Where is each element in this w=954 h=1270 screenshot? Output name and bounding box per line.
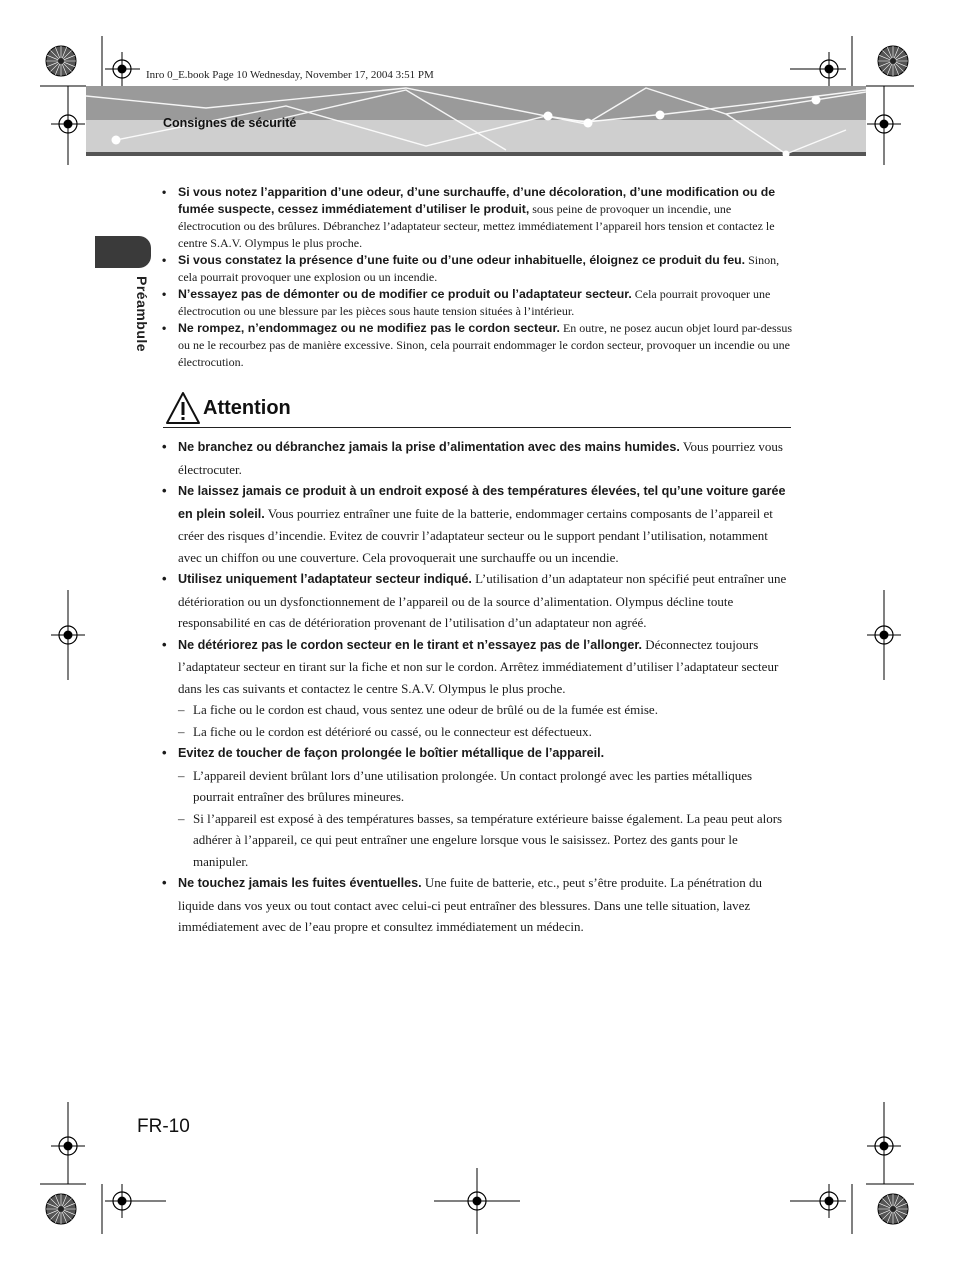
list-item: [160, 252, 792, 286]
side-tab-label: Préambule: [134, 276, 150, 353]
list-item: [160, 286, 792, 320]
header-title: Consignes de sécurité: [163, 116, 297, 130]
item-text: Vous pourriez vous électrocuter.: [178, 439, 783, 477]
warning-triangle-icon: [165, 391, 201, 425]
item-text: Sinon, cela pourrait provoquer une explosion ou un incendie.: [178, 253, 780, 284]
item-bold-text: Ne touchez jamais les fuites éventuelles.: [178, 876, 422, 890]
page-number: FR-10: [137, 1116, 190, 1137]
item-bold-text: Evitez de toucher de façon prolongée le boîtier métallique de l’appareil.: [178, 746, 605, 760]
item-bold-text: N’essayez pas de démonter ou de modifier ce produit ou l’adaptateur secteur.: [178, 287, 632, 301]
item-text: Cela pourrait provoquer une électrocution ou une blessure par les pièces sous haute tension situées à l’intérieur.: [178, 287, 771, 318]
list-item: [160, 742, 792, 872]
item-bold-text: Ne laissez jamais ce produit à un endroit exposé à des températures élevées, tel qu’une voiture garée en plein soleil.: [178, 484, 786, 521]
item-text: Vous pourriez entraîner une fuite de la batterie, endommager certains composants de l’appareil et créer des risques d’incendie. Evitez de couvrir l’adaptateur secteur ou le support pendant l’utilisation, notamment avec un chiffon ou une couverture. Cela provoquerait une surchauffe ou un incendie.: [178, 505, 773, 565]
list-item: [160, 634, 792, 743]
list-item: [160, 872, 792, 938]
list-item: [160, 568, 792, 634]
item-text: En outre, ne posez aucun objet lourd par-dessus ou ne le recourbez pas de manière excessive. Sinon, cela pourrait endommager le cordon secteur, provoquer un incendie ou une électrocution.: [178, 321, 792, 369]
sub-list: [178, 765, 792, 873]
item-bold-text: Ne branchez ou débranchez jamais la prise d’alimentation avec des mains humides.: [178, 440, 680, 454]
list-item: [160, 480, 792, 568]
item-bold-text: Utilisez uniquement l’adaptateur secteur indiqué.: [178, 572, 472, 586]
list-item: [160, 436, 792, 480]
item-text: sous peine de provoquer un incendie, une électrocution ou des brûlures. Débranchez l’adaptateur secteur, mettez immédiatement l’appareil hors tension et contactez le centre S.A.V. Olympus le plus proche.: [178, 202, 775, 250]
item-bold-text: Ne détériorez pas le cordon secteur en le tirant et n’essayez pas de l’allonger.: [178, 637, 643, 652]
sub-list-item: – La fiche ou le cordon est détérioré ou cassé, ou le connecteur est défectueux.: [178, 721, 792, 743]
item-bold-text: Ne rompez, n’endommagez ou ne modifiez pas le cordon secteur.: [178, 321, 560, 335]
sub-list-item: – L’appareil devient brûlant lors d’une utilisation prolongée. Un contact prolongé avec les parties métalliques pourrait entraîner des brûlures mineures.: [178, 765, 792, 808]
item-text: Une fuite de batterie, etc., peut s’être produite. La pénétration du liquide dans vos yeux ou tout contact avec celui-ci peut entraîner des blessures. Dans une telle situation, lavez immédiatement avec de l’eau propre et consultez immédiatement un médecin.: [178, 875, 762, 934]
item-bold-text: Si vous constatez la présence d’une fuite ou d’une odeur inhabituelle, éloignez ce produit du feu.: [178, 253, 746, 267]
list-item: [160, 184, 792, 252]
attention-section: [160, 436, 792, 938]
sub-list-item: – Si l’appareil est exposé à des températures basses, sa température extérieure baisse également. La peau peut alors adhérer à l’appareil, ce qui peut entraîner une engelure lorsque vous le saisissez. Portez des gants pour le manipuler.: [178, 808, 792, 873]
item-bold-text: Si vous notez l’apparition d’une odeur, d’une surchauffe, d’une décoloration, d’une modification ou de fumée suspecte, cessez immédiatement d’utiliser le produit,: [178, 185, 776, 216]
side-tab-marker: [95, 236, 151, 268]
sub-list-item: – La fiche ou le cordon est chaud, vous sentez une odeur de brûlé ou de la fumée est émise.: [178, 699, 792, 721]
item-text: Déconnectez toujours l’adaptateur secteur en tirant sur la fiche et non sur le cordon. Arrêtez immédiatement d’utiliser l’adaptateur secteur dans les cas suivants et contactez le centre S.A.V. Olympus le plus proche.: [178, 636, 779, 696]
attention-list: [160, 436, 792, 938]
warning-list: [160, 184, 792, 371]
attention-title: Attention: [203, 397, 291, 419]
warning-section: [160, 184, 792, 371]
list-item: [160, 320, 792, 371]
print-slug: Inro 0_E.book Page 10 Wednesday, November 17, 2004 3:51 PM: [146, 69, 434, 81]
item-text: L’utilisation d’un adaptateur non spécifié peut entraîner une détérioration ou un dysfonctionnement de l’appareil ou de la source d’alimentation. Olympus décline toute responsabilité en cas de détérioration provenant de l’utilisation d’un adaptateur non agréé.: [178, 571, 787, 630]
sub-list: [178, 699, 792, 742]
attention-heading: [163, 389, 791, 428]
